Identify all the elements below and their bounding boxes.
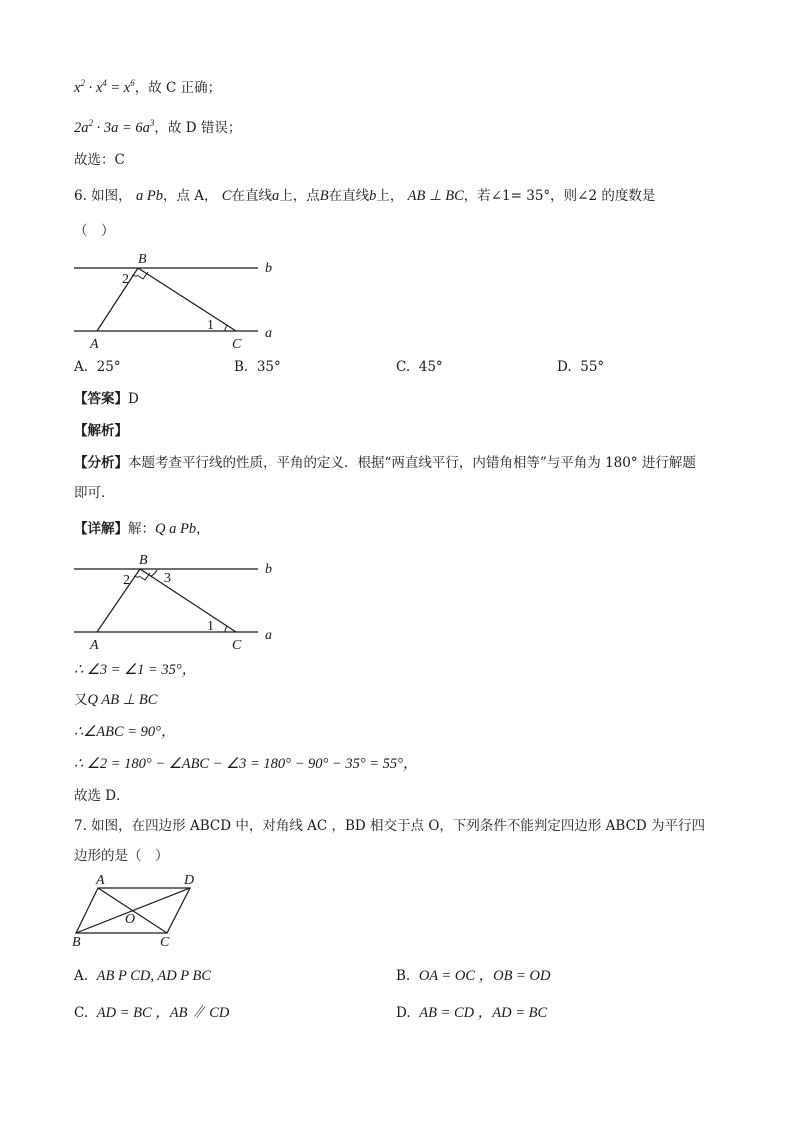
line-d-text: ，故 D 错误； — [154, 119, 242, 136]
fig1-label-B: B — [138, 252, 147, 267]
q6-fenxi-cont: 即可． — [74, 485, 115, 501]
q7-option-d: D. AB = CD ，AD = BC — [396, 1005, 548, 1021]
q6-step2: 又Q AB ⊥ BC — [74, 692, 158, 708]
q6-option-a: A. 25° — [74, 359, 121, 375]
fig3-label-A: A — [96, 873, 105, 888]
q6-option-b: B. 35° — [234, 359, 281, 375]
q7-option-a: A. AB P CD, AD P BC — [74, 968, 212, 984]
line-option-d-check: $2a^2 \cdot 3a = 6a^3$，故 D 错误； — [74, 118, 242, 136]
q6-option-d: D. 55° — [557, 359, 605, 375]
fig2-label-3: 3 — [164, 571, 171, 586]
fig2-label-b: b — [265, 562, 272, 577]
q6-stem: 6. 如图， a Pb，点 A， C在直线a上，点B在直线b上， AB ⊥ BC，若∠1= 35°，则∠2 的度数是 — [74, 188, 656, 204]
fig2-label-B: B — [139, 553, 148, 568]
q6-answer: 【答案】D — [74, 391, 139, 407]
q6-option-c: C. 45° — [396, 359, 443, 375]
fig3-label-O: O — [125, 912, 136, 927]
fig1-label-1: 1 — [207, 318, 214, 333]
q6-step4: ∴ ∠2 = 180° − ∠ABC − ∠3 = 180° − 90° − 35° = 55°， — [74, 756, 418, 772]
fig2-label-2: 2 — [123, 573, 130, 588]
fig2-label-C: C — [232, 638, 242, 653]
fig3-label-C: C — [160, 935, 170, 950]
q6-detail: 【详解】解：Q a Pb， — [74, 521, 210, 537]
fig1-label-2: 2 — [122, 272, 129, 287]
q6-analysis-tag: 【解析】 — [74, 423, 128, 439]
q6-step3: ∴∠ABC = 90°， — [74, 724, 176, 740]
q7-option-b: B. OA = OC ，OB = OD — [396, 968, 551, 984]
fig1-label-C: C — [232, 337, 242, 352]
fig2-label-a: a — [265, 628, 272, 643]
previous-answer: 故选：C — [74, 152, 125, 168]
q7-option-c: C. AD = BC ，AB ∥ CD — [74, 1005, 230, 1021]
q6-paren: （ ） — [74, 223, 115, 239]
fig1-label-b: b — [265, 261, 272, 276]
q7-stem: 7. 如图，在四边形 ABCD 中，对角线 AC ，BD 相交于点 O，下列条件不能判定四边形 ABCD 为平行四 — [74, 818, 706, 834]
q7-stem-cont: 边形的是（ ） — [74, 848, 169, 864]
fig3-label-B: B — [72, 935, 81, 950]
fig1-label-A: A — [90, 337, 99, 352]
fig2-label-1: 1 — [207, 619, 214, 634]
fig1-label-a: a — [265, 326, 272, 341]
fig2-label-A: A — [90, 638, 99, 653]
q6-fenxi: 【分析】本题考查平行线的性质，平角的定义．根据“两直线平行，内错角相等”与平角为 180° 进行解题 — [74, 455, 696, 471]
q6-step1: ∴ ∠3 = ∠1 = 35°， — [74, 662, 197, 678]
line-c-text: ，故 C 正确； — [134, 79, 222, 96]
line-option-c-check: $x^2 \cdot x^4 = x^6$，故 C 正确； — [74, 78, 222, 96]
q6-conclude: 故选 D． — [74, 788, 130, 804]
fig3-label-D: D — [184, 873, 195, 888]
